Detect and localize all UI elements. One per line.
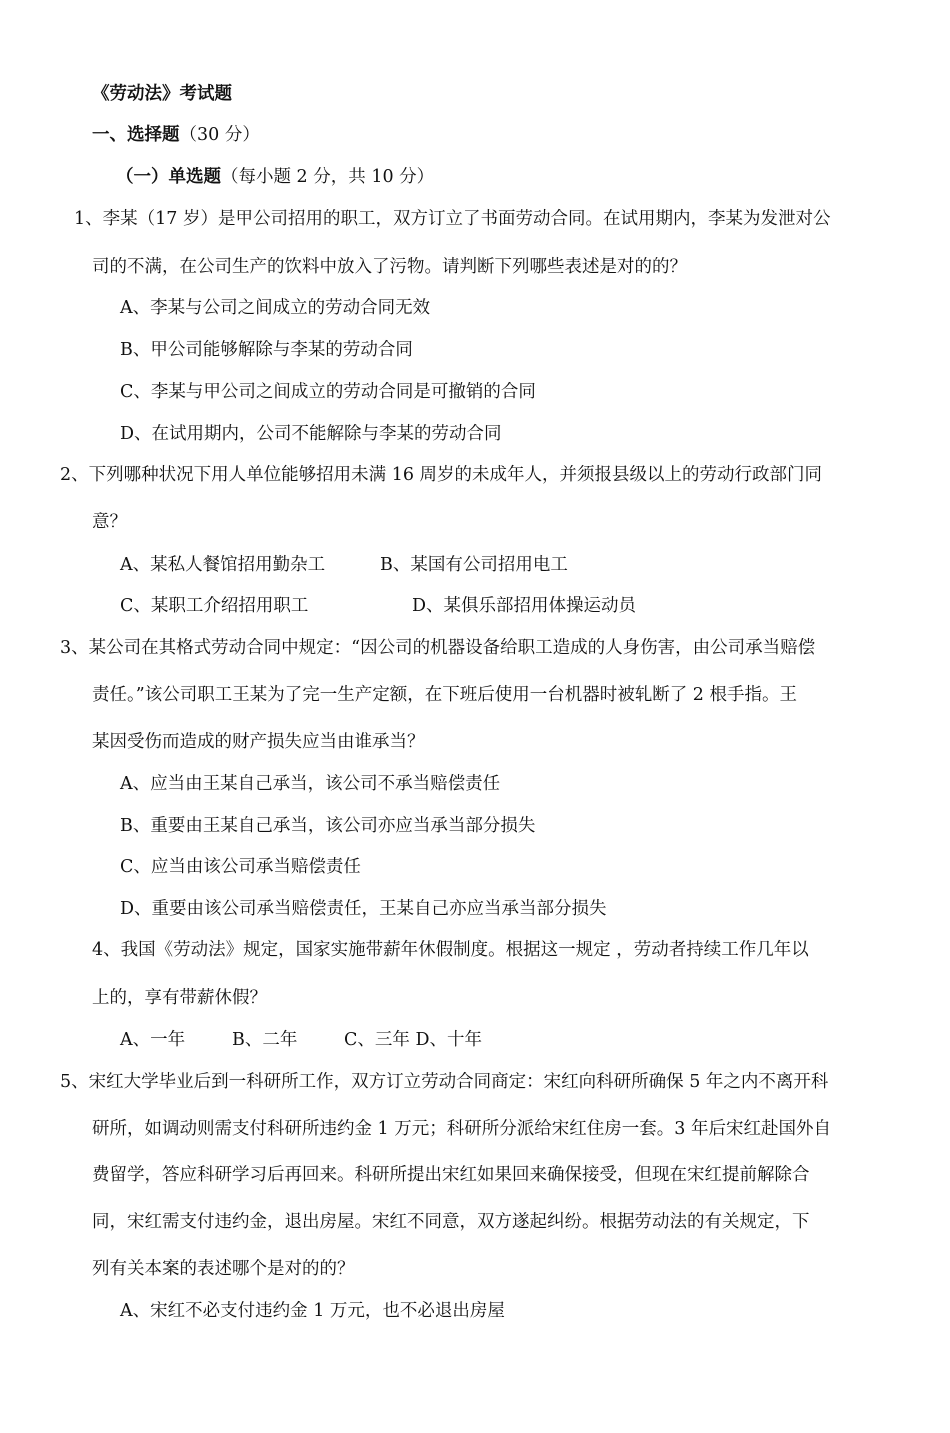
question-3-option-a: A、应当由王某自己承当，该公司不承当赔偿责任: [120, 774, 501, 794]
question-4-option-a: A、一年: [120, 1030, 186, 1050]
question-3-option-b: B、重要由王某自己承当，该公司亦应当承当部分损失: [120, 816, 536, 836]
question-2-option-c: C、某职工介绍招用职工: [120, 596, 309, 616]
question-3-option-d: D、重要由该公司承当赔偿责任，王某自己亦应当承当部分损失: [120, 899, 607, 919]
question-1-text-cont: 司的不满，在公司生产的饮料中放入了污物。请判断下列哪些表述是对的的？: [92, 257, 687, 277]
question-1-option-c: C、李某与甲公司之间成立的劳动合同是可撤销的合同: [120, 382, 536, 402]
subsection-heading: [116, 165, 434, 189]
question-4-option-b: B、二年: [232, 1030, 298, 1050]
question-3-text: 3、某公司在其格式劳动合同中规定：“因公司的机器设备给职工造成的人身伤害，由公司承当赔偿: [60, 638, 816, 658]
subsection-heading-label: （一）单选题: [116, 167, 221, 187]
question-5-text-cont-2: 费留学，答应科研学习后再回来。科研所提出宋红如果回来确保接受，但现在宋红提前解除合: [92, 1165, 810, 1185]
question-3-text-cont: 责任。”该公司职工王某为了完一生产定额，在下班后使用一台机器时被轧断了 2 根手指。王: [92, 685, 797, 705]
question-4-option-cd: C、三年 D、十年: [344, 1030, 482, 1050]
question-4-text: 4、我国《劳动法》规定，国家实施带薪年休假制度。根据这一规定 ，劳动者持续工作几年以: [92, 940, 809, 960]
question-2-text: 2、下列哪种状况下用人单位能够招用未满 16 周岁的未成年人，并须报县级以上的劳动行政部门同: [60, 465, 823, 485]
document-title: 《劳动法》考试题: [92, 84, 232, 104]
question-5-text: 5、宋红大学毕业后到一科研所工作，双方订立劳动合同商定：宋红向科研所确保 5 年之内不离开科: [60, 1072, 829, 1092]
question-3-option-c: C、应当由该公司承当赔偿责任: [120, 857, 361, 877]
question-5-text-cont-3: 同，宋红需支付违约金，退出房屋。宋红不同意，双方遂起纠纷。根据劳动法的有关规定，下: [92, 1212, 810, 1232]
question-1-text: 1、李某（17 岁）是甲公司招用的职工，双方订立了书面劳动合同。在试用期内，李某为发泄对公: [74, 209, 831, 229]
question-4-text-cont: 上的，享有带薪休假？: [92, 988, 267, 1008]
question-5-text-cont-4: 列有关本案的表述哪个是对的的？: [92, 1259, 355, 1279]
question-1-option-b: B、甲公司能够解除与李某的劳动合同: [120, 340, 413, 360]
question-5-text-cont: 研所，如调动则需支付科研所违约金 1 万元；科研所分派给宋红住房一套。3 年后宋红赴国外自: [92, 1119, 831, 1139]
question-2-text-cont: 意？: [92, 512, 127, 532]
question-1-option-a: A、李某与公司之间成立的劳动合同无效: [120, 298, 431, 318]
question-2-option-d: D、某俱乐部招用体操运动员: [412, 596, 637, 616]
subsection-heading-note: （每小题 2 分，共 10 分）: [221, 167, 435, 187]
question-2-option-a: A、某私人餐馆招用勤杂工: [120, 555, 326, 575]
section-heading-note: （30 分）: [179, 125, 260, 145]
question-2-option-b: B、某国有公司招用电工: [380, 555, 568, 575]
question-3-text-cont-2: 某因受伤而造成的财产损失应当由谁承当？: [92, 732, 425, 752]
section-heading: [92, 123, 260, 147]
question-1-option-d: D、在试用期内，公司不能解除与李某的劳动合同: [120, 424, 502, 444]
question-5-option-a: A、宋红不必支付违约金 1 万元，也不必退出房屋: [120, 1301, 505, 1321]
section-heading-label: 一、选择题: [92, 125, 180, 145]
